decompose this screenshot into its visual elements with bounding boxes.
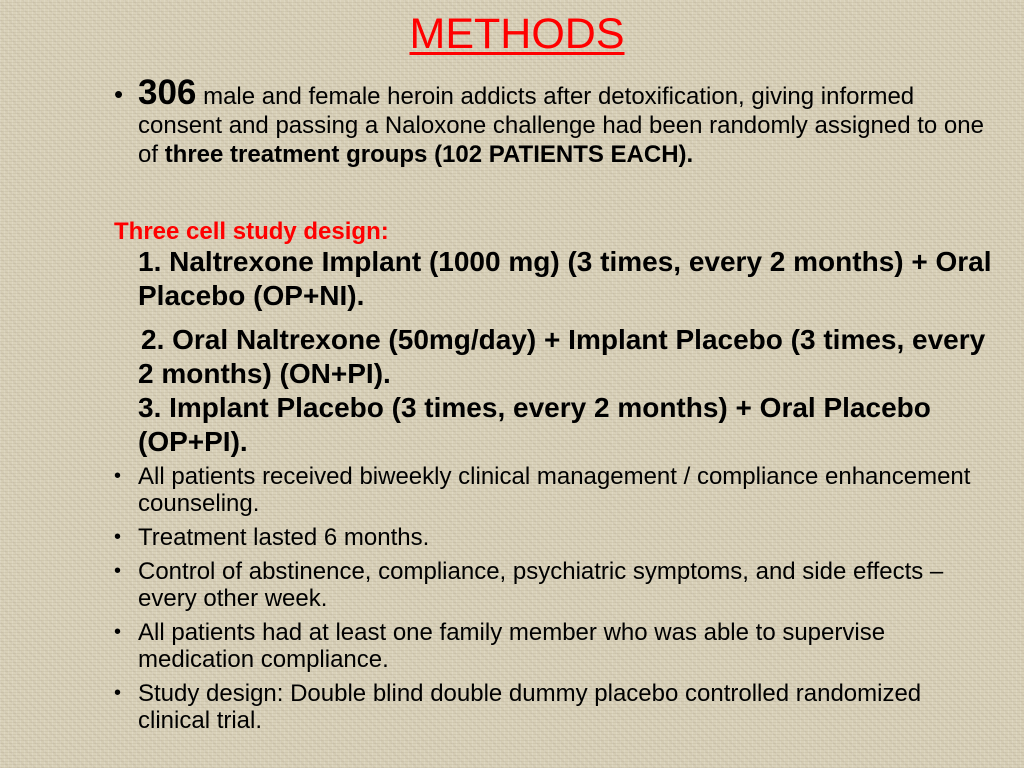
bullet-item [114,558,994,612]
bullet-icon: • [114,79,124,109]
bullet-text: Treatment lasted 6 months. [138,524,430,551]
bullet-icon: • [114,526,122,548]
bullet-text: All patients received biweekly clinical management / compliance enhancement counseling. [138,463,971,517]
treatment-arms [114,245,994,459]
patient-count: 306 [138,73,197,112]
intro-paragraph [114,73,994,169]
intro-text: male and female heroin addicts after detoxification, giving informed consent and passing a Naloxone challenge had been randomly assigned to one of [138,83,984,168]
treatment-arm-3: 3. Implant Placebo (3 times, every 2 months) + Oral Placebo (OP+PI). [138,392,931,457]
bullet-item [114,680,994,734]
design-heading: Three cell study design: [114,218,389,245]
treatment-arm-2: 2. Oral Naltrexone (50mg/day) + Implant Placebo (3 times, every 2 months) (ON+PI). [138,324,986,389]
slide-body [114,73,994,741]
bullet-icon: • [114,465,122,487]
bullet-icon: • [114,682,122,704]
method-bullets [114,463,994,734]
slide-title: METHODS [409,10,625,58]
bullet-icon: • [114,621,122,643]
bullet-text: Control of abstinence, compliance, psychiatric symptoms, and side effects – every other week. [138,558,944,612]
bullet-text: Study design: Double blind double dummy placebo controlled randomized clinical trial. [138,680,922,734]
bullet-item [114,463,994,517]
treatment-arm-1: 1. Naltrexone Implant (1000 mg) (3 times, every 2 months) + Oral Placebo (OP+NI). [138,246,992,311]
bullet-item [114,619,994,673]
intro-emphasis: three treatment groups (102 PATIENTS EACH). [164,141,694,168]
bullet-icon: • [114,560,122,582]
bullet-item [114,524,994,551]
bullet-text: All patients had at least one family member who was able to supervise medication compliance. [138,619,886,673]
